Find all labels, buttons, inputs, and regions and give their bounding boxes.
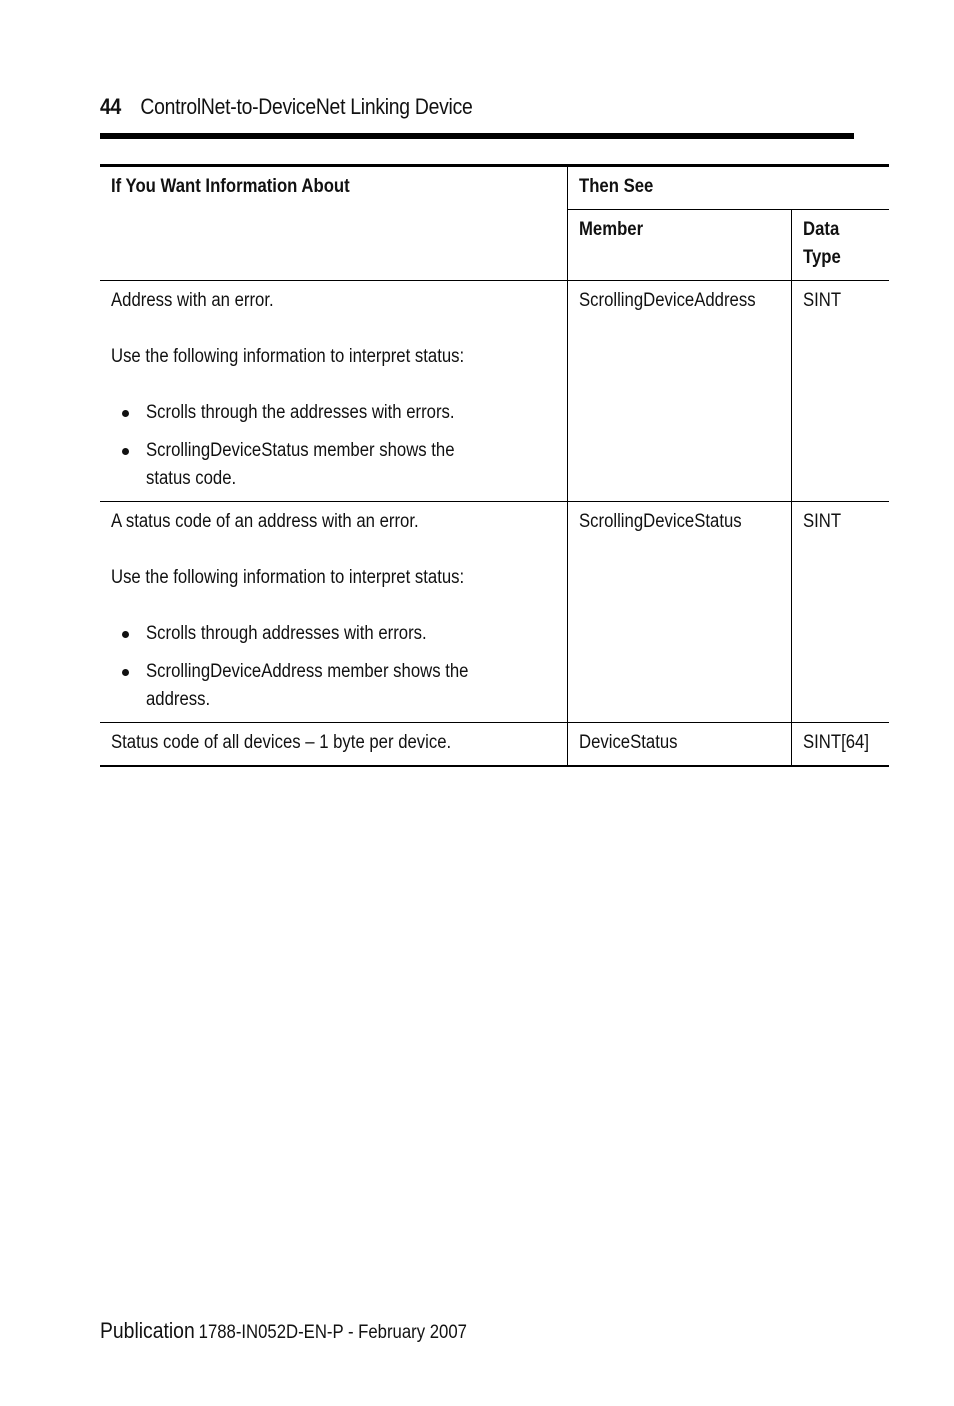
publication-id: 1788-IN052D-EN-P - February 2007 xyxy=(198,1322,467,1343)
info-cell xyxy=(100,502,568,723)
header-rule xyxy=(100,133,854,139)
list-item xyxy=(111,620,556,648)
member-cell xyxy=(568,502,792,723)
column-header-member-label: Member xyxy=(579,219,644,240)
info-cell xyxy=(100,281,568,502)
column-header-then-see xyxy=(568,166,889,210)
bullet-icon xyxy=(122,631,129,638)
row-instruction: Use the following information to interpret status: xyxy=(111,346,465,367)
bullet-icon xyxy=(122,448,129,455)
data-type-value: SINT xyxy=(802,290,841,311)
row-description: Address with an error. xyxy=(111,290,274,311)
bullet-list xyxy=(111,399,556,493)
column-header-member xyxy=(568,210,792,281)
list-item xyxy=(111,399,556,427)
bullet-icon xyxy=(122,669,129,676)
data-type-cell xyxy=(791,723,888,767)
member-cell xyxy=(568,281,792,502)
table-row xyxy=(100,281,889,502)
member-name: DeviceStatus xyxy=(579,732,678,753)
data-type-cell xyxy=(791,281,888,502)
data-type-value: SINT[64] xyxy=(802,732,869,753)
info-cell xyxy=(100,723,568,767)
data-type-cell xyxy=(791,502,888,723)
publication-label: Publication xyxy=(100,1318,195,1343)
column-header-info-label: If You Want Information About xyxy=(111,176,350,197)
page-number: 44 xyxy=(100,94,122,119)
list-item-text: ScrollingDeviceAddress member shows the address. xyxy=(146,661,469,710)
column-header-data-type-label: Data Type xyxy=(802,219,841,268)
row-description: Status code of all devices – 1 byte per device. xyxy=(111,732,452,753)
list-item xyxy=(111,437,556,493)
bullet-list xyxy=(111,620,556,714)
table-row xyxy=(100,502,889,723)
member-cell xyxy=(568,723,792,767)
list-item-text: Scrolls through the addresses with errors. xyxy=(146,402,455,423)
bullet-icon xyxy=(122,410,129,417)
row-instruction: Use the following information to interpret status: xyxy=(111,567,465,588)
member-name: ScrollingDeviceAddress xyxy=(579,290,756,311)
list-item-text: ScrollingDeviceStatus member shows the status code. xyxy=(146,440,455,489)
document-title: ControlNet-to-DeviceNet Linking Device xyxy=(140,94,473,119)
page-footer xyxy=(100,1318,467,1344)
column-header-data-type xyxy=(791,210,888,281)
column-header-then-see-label: Then See xyxy=(579,176,654,197)
list-item xyxy=(111,658,556,714)
column-header-info xyxy=(100,166,568,281)
list-item-text: Scrolls through addresses with errors. xyxy=(146,623,427,644)
information-table xyxy=(100,164,889,767)
member-name: ScrollingDeviceStatus xyxy=(579,511,742,532)
page-header xyxy=(100,94,473,124)
table-row xyxy=(100,723,889,767)
table-header-row xyxy=(100,166,889,210)
data-type-value: SINT xyxy=(802,511,841,532)
row-description: A status code of an address with an error. xyxy=(111,511,419,532)
